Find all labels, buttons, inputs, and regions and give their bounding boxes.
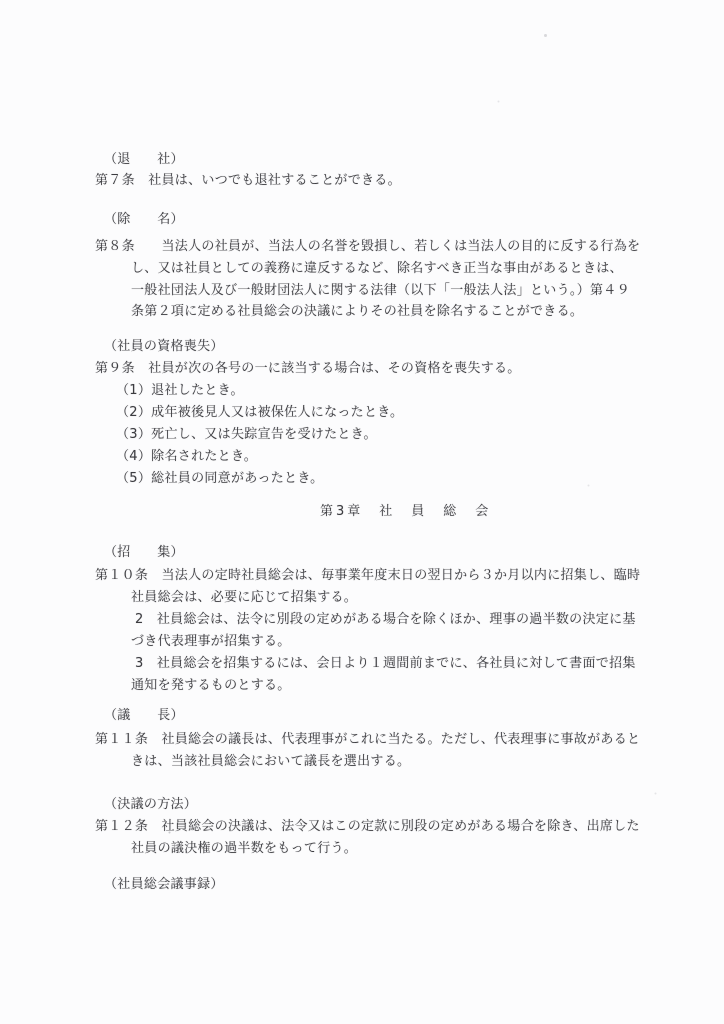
- article-10-line-2: 社員総会は、必要に応じて招集する。: [131, 590, 358, 605]
- article-7-line: 第７条 社員は、いつでも退社することができる。: [95, 173, 401, 188]
- article-10-para-3-line-1: 3 社員総会を招集するには、会日より１週間前までに、各社員に対して書面で招集: [135, 656, 636, 671]
- article-12-line-2: 社員の議決権の過半数をもって行う。: [131, 841, 358, 856]
- article-8-line-1: 第８条 当法人の社員が、当法人の名誉を毀損し、若しくは当法人の目的に反する行為を: [95, 239, 641, 254]
- article-9-item-4: （4）除名されたとき。: [116, 449, 258, 464]
- chapter-3-heading: 第3章 社 員 総 会: [320, 504, 492, 519]
- article-9-item-2: （2）成年被後見人又は被保佐人になったとき。: [116, 405, 404, 420]
- article-9-item-1: （1）退社したとき。: [116, 383, 244, 398]
- article-10-para-3-line-2: 通知を発するものとする。: [131, 678, 291, 693]
- section-heading-gicho: （議 長）: [104, 708, 184, 723]
- article-10-para-2-line-2: づき代表理事が招集する。: [131, 634, 291, 649]
- article-10-line-1: 第１０条 当法人の定時社員総会は、毎事業年度末日の翌日から３か月以内に招集し、臨時: [95, 568, 641, 583]
- article-9-item-3: （3）死亡し、又は失踪宣告を受けたとき。: [116, 427, 377, 442]
- article-8-line-4: 条第２項に定める社員総会の決議によりその社員を除名することができる。: [131, 304, 584, 319]
- article-8-line-2: し、又は社員としての義務に違反するなど、除名すべき正当な事由があるときは、: [131, 261, 623, 276]
- article-11-line-1: 第１１条 社員総会の議長は、代表理事がこれに当たる。ただし、代表理事に事故があると: [95, 732, 641, 747]
- section-heading-jomei: （除 名）: [104, 212, 184, 227]
- section-heading-shoshu: （招 集）: [104, 545, 184, 560]
- article-11-line-2: きは、当該社員総会において議長を選出する。: [131, 754, 411, 769]
- section-heading-shikaku: （社員の資格喪失）: [104, 339, 224, 354]
- article-9-item-5: （5）総社員の同意があったとき。: [116, 471, 324, 486]
- article-10-para-2-line-1: 2 社員総会は、法令に別段の定めがある場合を除くほか、理事の過半数の決定に基: [135, 612, 636, 627]
- section-heading-ketsugi: （決議の方法）: [104, 797, 198, 812]
- section-heading-gijiroku: （社員総会議事録）: [104, 877, 224, 892]
- article-12-line-1: 第１２条 社員総会の決議は、法令又はこの定款に別段の定めがある場合を除き、出席した: [95, 819, 640, 834]
- article-9-line: 第９条 社員が次の各号の一に該当する場合は、その資格を喪失する。: [95, 361, 521, 376]
- section-heading-taisha: （退 社）: [104, 152, 184, 167]
- article-8-line-3: 一般社団法人及び一般財団法人に関する法律（以下「一般法人法」という。）第４９: [131, 283, 630, 298]
- scan-dust-specks: [544, 34, 547, 37]
